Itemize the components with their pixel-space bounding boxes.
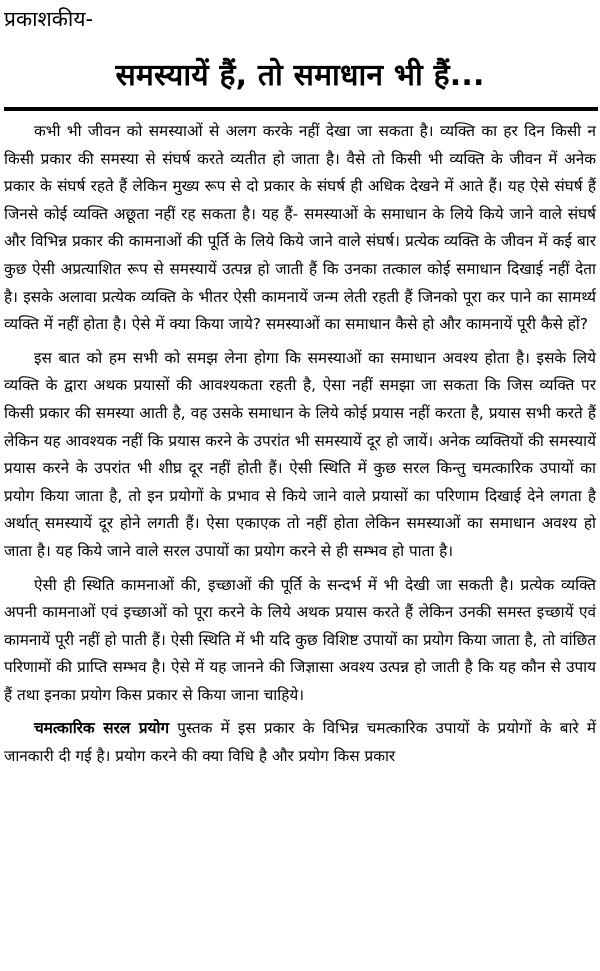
paragraph-2: इस बात को हम सभी को समझ लेना होगा कि समस्याओं का समाधान अवश्य होता है। इसके लिये व्यक्ति के द्वारा अथक प्रयासों की आवश्यकता रहती है, ऐसा नहीं समझा जा सकता कि जिस व्यक्ति पर किसी प्रकार की समस्या आती है, वह उसके समाधान के लिये कोई प्रयास नहीं करता है, प्रयास सभी करते हैं लेकिन यह आवश्यक नहीं कि प्रयास करने के उपरांत भी समस्यायें दूर हो जायें। अनेक व्यक्तियों की समस्यायें प्रयास करने के उपरांत भी शीघ्र दूर नहीं होती हैं। ऐसी स्थिति में कुछ सरल किन्तु चमत्कारिक उपायों का प्रयोग किया जाता है, तो इन प्रयोगों के प्रभाव से किये जाने वाले प्रयासों का परिणाम दिखाई देने लगता है अर्थात् समस्यायें दूर होने लगती हैं। ऐसा एकाएक तो नहीं होता लेकिन समस्याओं का समाधान अवश्य हो जाता है। यह किये जाने वाले सरल उपायों का प्रयोग करने से ही सम्भव हो पाता है। xyxy=(4,348,596,560)
paragraph-4-text: पुस्तक में इस प्रकार के विभिन्न चमत्कारिक उपायों के प्रयोगों के बारे में जानकारी दी गई है। प्रयोग करने की क्या विधि है और प्रयोग किस प्रकार xyxy=(4,719,596,766)
paragraph-1: कभी भी जीवन को समस्याओं से अलग करके नहीं देखा जा सकता है। व्यक्ति का हर दिन किसी न किसी प्रकार की समस्या से संघर्ष करते व्यतीत हो जाता है। वैसे तो किसी भी व्यक्ति के जीवन में अनेक प्रकार के संघर्ष रहते हैं लेकिन मुख्य रूप से दो प्रकार के संघर्ष ही अधिक देखने में आते हैं। यह ऐसे संघर्ष हैं जिनसे कोई व्यक्ति अछूता नहीं रह सकता है। यह हैं- समस्याओं के समाधान के लिये किये जाने वाले संघर्ष और विभिन्न प्रकार की कामनाओं की पूर्ति के लिये किये जाने वाले संघर्ष। प्रत्येक व्यक्ति के जीवन में कई बार कुछ ऐसी अप्रत्याशित रूप से समस्यायें उत्पन्न हो जाती हैं कि उनका तत्काल कोई समाधान दिखाई नहीं देता है। इसके अलावा प्रत्येक व्यक्ति के भीतर ऐसी कामनायें जन्म लेती रहती हैं जिनको पूरा कर पाने का सामर्थ्य व्यक्ति में नहीं होता है। ऐसे में क्या किया जाये? समस्याओं का समाधान कैसे हो और कामनायें पूरी कैसे हों? xyxy=(4,122,596,334)
page-title: समस्यायें हैं, तो समाधान भी हैं... xyxy=(115,58,485,93)
paragraph-3: ऐसी ही स्थिति कामनाओं की, इच्छाओं की पूर्ति के सन्दर्भ में भी देखी जा सकती है। प्रत्येक व्यक्ति अपनी कामनाओं एवं इच्छाओं को पूरा करने के लिये अथक प्रयास करते हैं लेकिन उनकी समस्त इच्छायें एवं कामनायें पूरी नहीं हो पाती हैं। ऐसी स्थिति में भी यदि कुछ विशिष्ट उपायों का प्रयोग किया जाता है, तो वांछित परिणामों की प्राप्ति सम्भव है। ऐसे में यह जानने की जिज्ञासा अवश्य उत्पन्न हो जाती है कि यह कौन से उपाय हैं तथा इनका प्रयोग किस प्रकार से किया जाना चाहिये। xyxy=(4,575,596,704)
body-text xyxy=(4,118,596,777)
section-label: प्रकाशकीय- xyxy=(4,7,94,31)
title-divider xyxy=(4,107,598,111)
paragraph-4 xyxy=(4,715,596,770)
book-name: चमत्कारिक सरल प्रयोग xyxy=(34,719,170,738)
